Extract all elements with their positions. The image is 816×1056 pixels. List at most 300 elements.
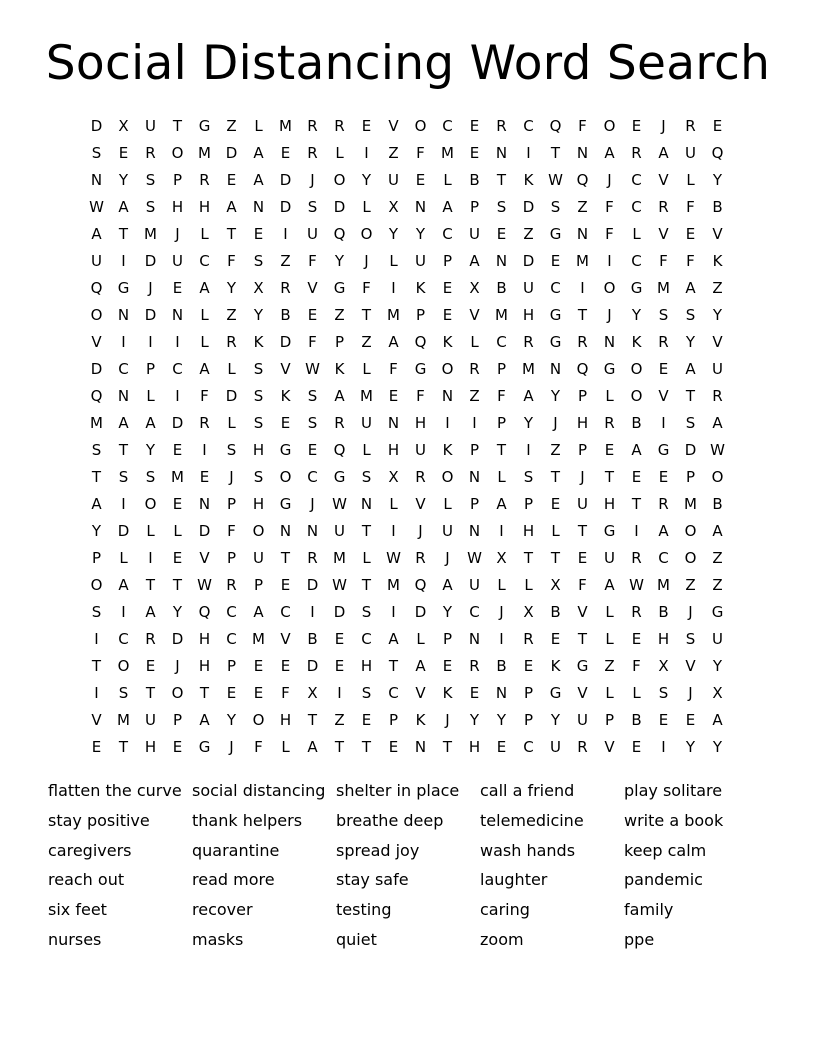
grid-letter[interactable]: Z	[388, 144, 399, 162]
grid-letter[interactable]: V	[280, 630, 291, 648]
grid-letter[interactable]: O	[414, 117, 427, 135]
grid-letter[interactable]: M	[657, 576, 670, 594]
grid-letter[interactable]: H	[252, 441, 265, 459]
grid-letter[interactable]: T	[577, 630, 588, 648]
grid-letter[interactable]: D	[225, 387, 238, 405]
grid-letter[interactable]: G	[117, 279, 130, 297]
grid-letter[interactable]: C	[118, 630, 129, 648]
grid-letter[interactable]: H	[414, 414, 427, 432]
grid-letter[interactable]: Y	[91, 522, 102, 540]
grid-letter[interactable]: L	[416, 630, 425, 648]
grid-letter[interactable]: I	[526, 144, 531, 162]
grid-letter[interactable]: E	[172, 738, 183, 756]
grid-letter[interactable]: S	[361, 603, 372, 621]
grid-letter[interactable]: D	[144, 252, 157, 270]
grid-letter[interactable]: T	[550, 144, 561, 162]
grid-letter[interactable]: P	[442, 630, 453, 648]
grid-letter[interactable]: J	[607, 171, 612, 189]
grid-letter[interactable]: V	[388, 117, 399, 135]
grid-letter[interactable]: P	[415, 306, 426, 324]
grid-letter[interactable]: I	[607, 252, 612, 270]
grid-letter[interactable]: B	[658, 603, 669, 621]
grid-letter[interactable]: F	[578, 117, 587, 135]
grid-letter[interactable]: M	[144, 225, 157, 243]
grid-letter[interactable]: V	[415, 684, 426, 702]
grid-letter[interactable]: T	[118, 225, 129, 243]
grid-letter[interactable]: P	[442, 252, 453, 270]
grid-letter[interactable]: S	[253, 387, 264, 405]
grid-letter[interactable]: T	[280, 549, 291, 567]
grid-letter[interactable]: K	[442, 333, 453, 351]
grid-letter[interactable]: O	[360, 225, 373, 243]
grid-letter[interactable]: Z	[712, 576, 723, 594]
grid-letter[interactable]: E	[496, 738, 507, 756]
grid-letter[interactable]: U	[577, 711, 588, 729]
grid-letter[interactable]: B	[307, 630, 318, 648]
grid-letter[interactable]: Q	[90, 387, 103, 405]
grid-letter[interactable]: O	[252, 522, 265, 540]
grid-letter[interactable]: E	[361, 117, 372, 135]
grid-letter[interactable]: W	[197, 576, 212, 594]
grid-letter[interactable]: S	[91, 441, 102, 459]
grid-letter[interactable]: V	[280, 360, 291, 378]
grid-letter[interactable]: Z	[226, 306, 237, 324]
grid-letter[interactable]: O	[630, 360, 643, 378]
grid-letter[interactable]: S	[307, 414, 318, 432]
grid-letter[interactable]: L	[362, 549, 371, 567]
grid-letter[interactable]: M	[279, 117, 292, 135]
grid-letter[interactable]: C	[631, 252, 642, 270]
grid-letter[interactable]: F	[200, 387, 209, 405]
grid-letter[interactable]: X	[118, 117, 129, 135]
grid-letter[interactable]: V	[415, 495, 426, 513]
grid-letter[interactable]: G	[603, 522, 616, 540]
grid-letter[interactable]: K	[415, 279, 426, 297]
grid-letter[interactable]: H	[144, 738, 157, 756]
grid-letter[interactable]: D	[117, 522, 130, 540]
grid-letter[interactable]: H	[603, 495, 616, 513]
grid-letter[interactable]: Y	[442, 603, 453, 621]
grid-letter[interactable]: I	[661, 738, 666, 756]
grid-letter[interactable]: R	[307, 144, 318, 162]
grid-letter[interactable]: E	[658, 468, 669, 486]
grid-letter[interactable]: E	[280, 657, 291, 675]
grid-letter[interactable]: G	[603, 360, 616, 378]
grid-letter[interactable]: P	[523, 495, 534, 513]
grid-letter[interactable]: F	[578, 576, 587, 594]
grid-letter[interactable]: O	[684, 522, 697, 540]
grid-letter[interactable]: R	[712, 387, 723, 405]
grid-letter[interactable]: V	[91, 711, 102, 729]
grid-letter[interactable]: Y	[388, 225, 399, 243]
grid-letter[interactable]: Z	[334, 711, 345, 729]
grid-letter[interactable]: N	[360, 495, 373, 513]
grid-letter[interactable]: Y	[253, 306, 264, 324]
grid-letter[interactable]: E	[442, 279, 453, 297]
grid-letter[interactable]: A	[658, 144, 669, 162]
grid-letter[interactable]: M	[684, 495, 697, 513]
grid-letter[interactable]: Z	[469, 387, 480, 405]
grid-letter[interactable]: A	[118, 198, 129, 216]
grid-letter[interactable]: U	[388, 171, 399, 189]
grid-letter[interactable]: L	[497, 576, 506, 594]
grid-letter[interactable]: O	[684, 549, 697, 567]
grid-letter[interactable]: H	[252, 495, 265, 513]
grid-letter[interactable]: P	[496, 414, 507, 432]
grid-letter[interactable]: T	[604, 468, 615, 486]
grid-letter[interactable]: A	[307, 738, 318, 756]
grid-letter[interactable]: O	[711, 468, 724, 486]
grid-letter[interactable]: J	[148, 279, 153, 297]
grid-letter[interactable]: L	[281, 738, 290, 756]
grid-letter[interactable]: P	[577, 441, 588, 459]
grid-letter[interactable]: J	[229, 468, 234, 486]
grid-letter[interactable]: O	[630, 387, 643, 405]
grid-letter[interactable]: S	[91, 603, 102, 621]
grid-letter[interactable]: S	[226, 441, 237, 459]
grid-letter[interactable]: P	[523, 684, 534, 702]
grid-letter[interactable]: B	[631, 711, 642, 729]
grid-letter[interactable]: A	[712, 711, 723, 729]
grid-letter[interactable]: I	[391, 522, 396, 540]
grid-letter[interactable]: B	[631, 414, 642, 432]
grid-letter[interactable]: V	[469, 306, 480, 324]
grid-letter[interactable]: O	[441, 468, 454, 486]
grid-letter[interactable]: E	[496, 225, 507, 243]
grid-letter[interactable]: D	[333, 603, 346, 621]
grid-letter[interactable]: P	[388, 711, 399, 729]
grid-letter[interactable]: E	[631, 117, 642, 135]
grid-letter[interactable]: E	[388, 387, 399, 405]
grid-letter[interactable]: J	[607, 306, 612, 324]
grid-letter[interactable]: C	[469, 603, 480, 621]
grid-letter[interactable]: O	[333, 171, 346, 189]
grid-letter[interactable]: R	[523, 333, 534, 351]
grid-letter[interactable]: J	[661, 117, 666, 135]
grid-letter[interactable]: I	[94, 684, 99, 702]
grid-letter[interactable]: I	[445, 414, 450, 432]
grid-letter[interactable]: B	[550, 603, 561, 621]
grid-letter[interactable]: P	[172, 711, 183, 729]
grid-letter[interactable]: Z	[604, 657, 615, 675]
grid-letter[interactable]: C	[280, 603, 291, 621]
grid-letter[interactable]: F	[227, 522, 236, 540]
grid-letter[interactable]: E	[442, 657, 453, 675]
grid-letter[interactable]: X	[550, 576, 561, 594]
grid-letter[interactable]: Y	[550, 711, 561, 729]
grid-letter[interactable]: P	[577, 387, 588, 405]
grid-letter[interactable]: U	[469, 576, 480, 594]
grid-letter[interactable]: H	[279, 711, 292, 729]
grid-letter[interactable]: V	[91, 333, 102, 351]
grid-letter[interactable]: Y	[631, 306, 642, 324]
grid-letter[interactable]: N	[117, 306, 130, 324]
grid-letter[interactable]: A	[91, 225, 102, 243]
grid-letter[interactable]: X	[253, 279, 264, 297]
grid-letter[interactable]: Z	[712, 549, 723, 567]
grid-letter[interactable]: E	[307, 306, 318, 324]
grid-letter[interactable]: G	[630, 279, 643, 297]
grid-letter[interactable]: I	[391, 603, 396, 621]
grid-letter[interactable]: Y	[685, 738, 696, 756]
grid-letter[interactable]: Y	[226, 279, 237, 297]
grid-letter[interactable]: W	[710, 441, 725, 459]
grid-letter[interactable]: I	[121, 252, 126, 270]
grid-letter[interactable]: T	[334, 738, 345, 756]
grid-letter[interactable]: P	[172, 171, 183, 189]
grid-letter[interactable]: R	[577, 738, 588, 756]
grid-letter[interactable]: M	[387, 306, 400, 324]
grid-letter[interactable]: F	[308, 252, 317, 270]
grid-letter[interactable]: E	[523, 657, 534, 675]
grid-letter[interactable]: R	[145, 144, 156, 162]
grid-letter[interactable]: D	[279, 333, 292, 351]
grid-letter[interactable]: D	[171, 630, 184, 648]
grid-letter[interactable]: A	[685, 279, 696, 297]
grid-letter[interactable]: E	[550, 630, 561, 648]
grid-letter[interactable]: T	[523, 549, 534, 567]
grid-letter[interactable]: A	[388, 333, 399, 351]
grid-letter[interactable]: I	[121, 333, 126, 351]
grid-letter[interactable]: Z	[712, 279, 723, 297]
grid-letter[interactable]: L	[632, 684, 641, 702]
grid-letter[interactable]: E	[199, 468, 210, 486]
grid-letter[interactable]: N	[468, 468, 481, 486]
grid-letter[interactable]: D	[333, 198, 346, 216]
grid-letter[interactable]: L	[443, 171, 452, 189]
grid-letter[interactable]: I	[526, 441, 531, 459]
grid-letter[interactable]: R	[658, 495, 669, 513]
grid-letter[interactable]: Z	[577, 198, 588, 216]
grid-letter[interactable]: O	[603, 279, 616, 297]
grid-letter[interactable]: S	[253, 360, 264, 378]
grid-letter[interactable]: D	[144, 306, 157, 324]
grid-letter[interactable]: A	[604, 144, 615, 162]
grid-letter[interactable]: Z	[226, 117, 237, 135]
grid-letter[interactable]: K	[253, 333, 264, 351]
grid-letter[interactable]: U	[145, 711, 156, 729]
grid-letter[interactable]: Y	[415, 225, 426, 243]
grid-letter[interactable]: H	[657, 630, 670, 648]
grid-letter[interactable]: D	[306, 576, 319, 594]
grid-letter[interactable]: K	[712, 252, 723, 270]
grid-letter[interactable]: Z	[550, 441, 561, 459]
grid-letter[interactable]: H	[522, 522, 535, 540]
grid-letter[interactable]: T	[199, 684, 210, 702]
grid-letter[interactable]: J	[445, 711, 450, 729]
grid-letter[interactable]: W	[629, 576, 644, 594]
grid-letter[interactable]: Y	[226, 711, 237, 729]
grid-letter[interactable]: A	[658, 522, 669, 540]
grid-letter[interactable]: K	[334, 360, 345, 378]
grid-letter[interactable]: G	[549, 306, 562, 324]
grid-letter[interactable]: A	[199, 711, 210, 729]
grid-letter[interactable]: S	[253, 468, 264, 486]
grid-letter[interactable]: M	[522, 360, 535, 378]
grid-letter[interactable]: S	[361, 684, 372, 702]
grid-letter[interactable]: E	[307, 441, 318, 459]
grid-letter[interactable]: I	[175, 387, 180, 405]
grid-letter[interactable]: G	[414, 360, 427, 378]
grid-letter[interactable]: Q	[576, 360, 589, 378]
grid-letter[interactable]: F	[605, 198, 614, 216]
grid-letter[interactable]: S	[145, 171, 156, 189]
grid-letter[interactable]: V	[658, 171, 669, 189]
grid-letter[interactable]: M	[171, 468, 184, 486]
grid-letter[interactable]: Q	[414, 333, 427, 351]
grid-letter[interactable]: Y	[496, 711, 507, 729]
grid-letter[interactable]: D	[306, 657, 319, 675]
grid-letter[interactable]: Q	[414, 576, 427, 594]
grid-letter[interactable]: J	[229, 738, 234, 756]
grid-letter[interactable]: R	[469, 360, 480, 378]
grid-letter[interactable]: F	[227, 252, 236, 270]
grid-letter[interactable]: V	[577, 684, 588, 702]
grid-letter[interactable]: R	[658, 198, 669, 216]
grid-letter[interactable]: P	[226, 495, 237, 513]
grid-letter[interactable]: E	[280, 144, 291, 162]
grid-letter[interactable]: C	[496, 333, 507, 351]
grid-letter[interactable]: L	[146, 522, 155, 540]
grid-letter[interactable]: H	[360, 657, 373, 675]
grid-letter[interactable]: I	[661, 414, 666, 432]
grid-letter[interactable]: P	[334, 333, 345, 351]
grid-letter[interactable]: A	[253, 144, 264, 162]
grid-letter[interactable]: F	[686, 198, 695, 216]
grid-letter[interactable]: K	[550, 657, 561, 675]
grid-letter[interactable]: X	[496, 549, 507, 567]
grid-letter[interactable]: N	[252, 198, 265, 216]
grid-letter[interactable]: T	[145, 684, 156, 702]
grid-letter[interactable]: P	[253, 576, 264, 594]
grid-letter[interactable]: G	[279, 495, 292, 513]
grid-letter[interactable]: E	[631, 630, 642, 648]
grid-letter[interactable]: U	[172, 252, 183, 270]
grid-letter[interactable]: L	[254, 117, 263, 135]
grid-letter[interactable]: P	[226, 549, 237, 567]
grid-letter[interactable]: J	[445, 549, 450, 567]
grid-letter[interactable]: S	[496, 198, 507, 216]
grid-letter[interactable]: I	[634, 522, 639, 540]
grid-letter[interactable]: S	[658, 306, 669, 324]
grid-letter[interactable]: J	[175, 225, 180, 243]
grid-letter[interactable]: X	[388, 198, 399, 216]
grid-letter[interactable]: I	[283, 225, 288, 243]
grid-letter[interactable]: T	[145, 576, 156, 594]
grid-letter[interactable]: T	[577, 522, 588, 540]
grid-letter[interactable]: M	[252, 630, 265, 648]
grid-letter[interactable]: A	[415, 657, 426, 675]
grid-letter[interactable]: X	[712, 684, 723, 702]
grid-letter[interactable]: W	[548, 171, 563, 189]
grid-letter[interactable]: S	[145, 468, 156, 486]
grid-letter[interactable]: V	[658, 225, 669, 243]
grid-letter[interactable]: X	[388, 468, 399, 486]
grid-letter[interactable]: A	[604, 576, 615, 594]
grid-letter[interactable]: N	[90, 171, 103, 189]
grid-letter[interactable]: E	[604, 441, 615, 459]
grid-letter[interactable]: C	[631, 198, 642, 216]
grid-letter[interactable]: U	[145, 117, 156, 135]
grid-letter[interactable]: G	[198, 117, 211, 135]
grid-letter[interactable]: S	[253, 414, 264, 432]
grid-letter[interactable]: L	[497, 468, 506, 486]
grid-letter[interactable]: T	[361, 738, 372, 756]
grid-letter[interactable]: A	[199, 279, 210, 297]
grid-letter[interactable]: R	[631, 549, 642, 567]
grid-letter[interactable]: Q	[333, 441, 346, 459]
grid-letter[interactable]: V	[712, 333, 723, 351]
grid-letter[interactable]: Q	[576, 171, 589, 189]
grid-letter[interactable]: A	[631, 441, 642, 459]
grid-letter[interactable]: T	[172, 117, 183, 135]
grid-letter[interactable]: O	[117, 657, 130, 675]
grid-letter[interactable]: I	[121, 495, 126, 513]
grid-letter[interactable]: E	[172, 549, 183, 567]
grid-letter[interactable]: R	[469, 657, 480, 675]
grid-letter[interactable]: E	[118, 144, 129, 162]
grid-letter[interactable]: M	[117, 711, 130, 729]
grid-letter[interactable]: L	[200, 306, 209, 324]
grid-letter[interactable]: N	[279, 522, 292, 540]
grid-letter[interactable]: F	[416, 387, 425, 405]
grid-letter[interactable]: F	[362, 279, 371, 297]
grid-letter[interactable]: P	[685, 468, 696, 486]
grid-letter[interactable]: T	[307, 711, 318, 729]
grid-letter[interactable]: O	[171, 144, 184, 162]
grid-letter[interactable]: T	[496, 441, 507, 459]
grid-letter[interactable]: J	[499, 603, 504, 621]
grid-letter[interactable]: T	[361, 576, 372, 594]
grid-letter[interactable]: C	[199, 252, 210, 270]
grid-letter[interactable]: R	[523, 630, 534, 648]
grid-letter[interactable]: E	[280, 576, 291, 594]
grid-letter[interactable]: E	[253, 225, 264, 243]
grid-letter[interactable]: R	[631, 603, 642, 621]
grid-letter[interactable]: V	[604, 738, 615, 756]
grid-letter[interactable]: J	[418, 522, 423, 540]
grid-letter[interactable]: W	[332, 576, 347, 594]
grid-letter[interactable]: E	[577, 549, 588, 567]
grid-letter[interactable]: Y	[712, 171, 723, 189]
grid-letter[interactable]: K	[523, 171, 534, 189]
grid-letter[interactable]: G	[198, 738, 211, 756]
grid-letter[interactable]: N	[603, 333, 616, 351]
grid-letter[interactable]: N	[387, 414, 400, 432]
grid-letter[interactable]: X	[469, 279, 480, 297]
grid-letter[interactable]: M	[90, 414, 103, 432]
grid-letter[interactable]: O	[90, 576, 103, 594]
grid-letter[interactable]: N	[306, 522, 319, 540]
grid-letter[interactable]: F	[497, 387, 506, 405]
grid-letter[interactable]: S	[523, 468, 534, 486]
grid-letter[interactable]: R	[226, 576, 237, 594]
grid-letter[interactable]: N	[495, 684, 508, 702]
grid-letter[interactable]: T	[685, 387, 696, 405]
grid-letter[interactable]: O	[603, 117, 616, 135]
grid-letter[interactable]: U	[685, 144, 696, 162]
grid-letter[interactable]: L	[362, 198, 371, 216]
grid-letter[interactable]: N	[468, 630, 481, 648]
grid-letter[interactable]: Q	[711, 144, 724, 162]
grid-letter[interactable]: E	[712, 117, 723, 135]
grid-letter[interactable]: G	[711, 603, 724, 621]
grid-letter[interactable]: A	[145, 414, 156, 432]
grid-letter[interactable]: N	[495, 144, 508, 162]
grid-letter[interactable]: L	[524, 576, 533, 594]
grid-letter[interactable]: P	[91, 549, 102, 567]
grid-letter[interactable]: P	[226, 657, 237, 675]
